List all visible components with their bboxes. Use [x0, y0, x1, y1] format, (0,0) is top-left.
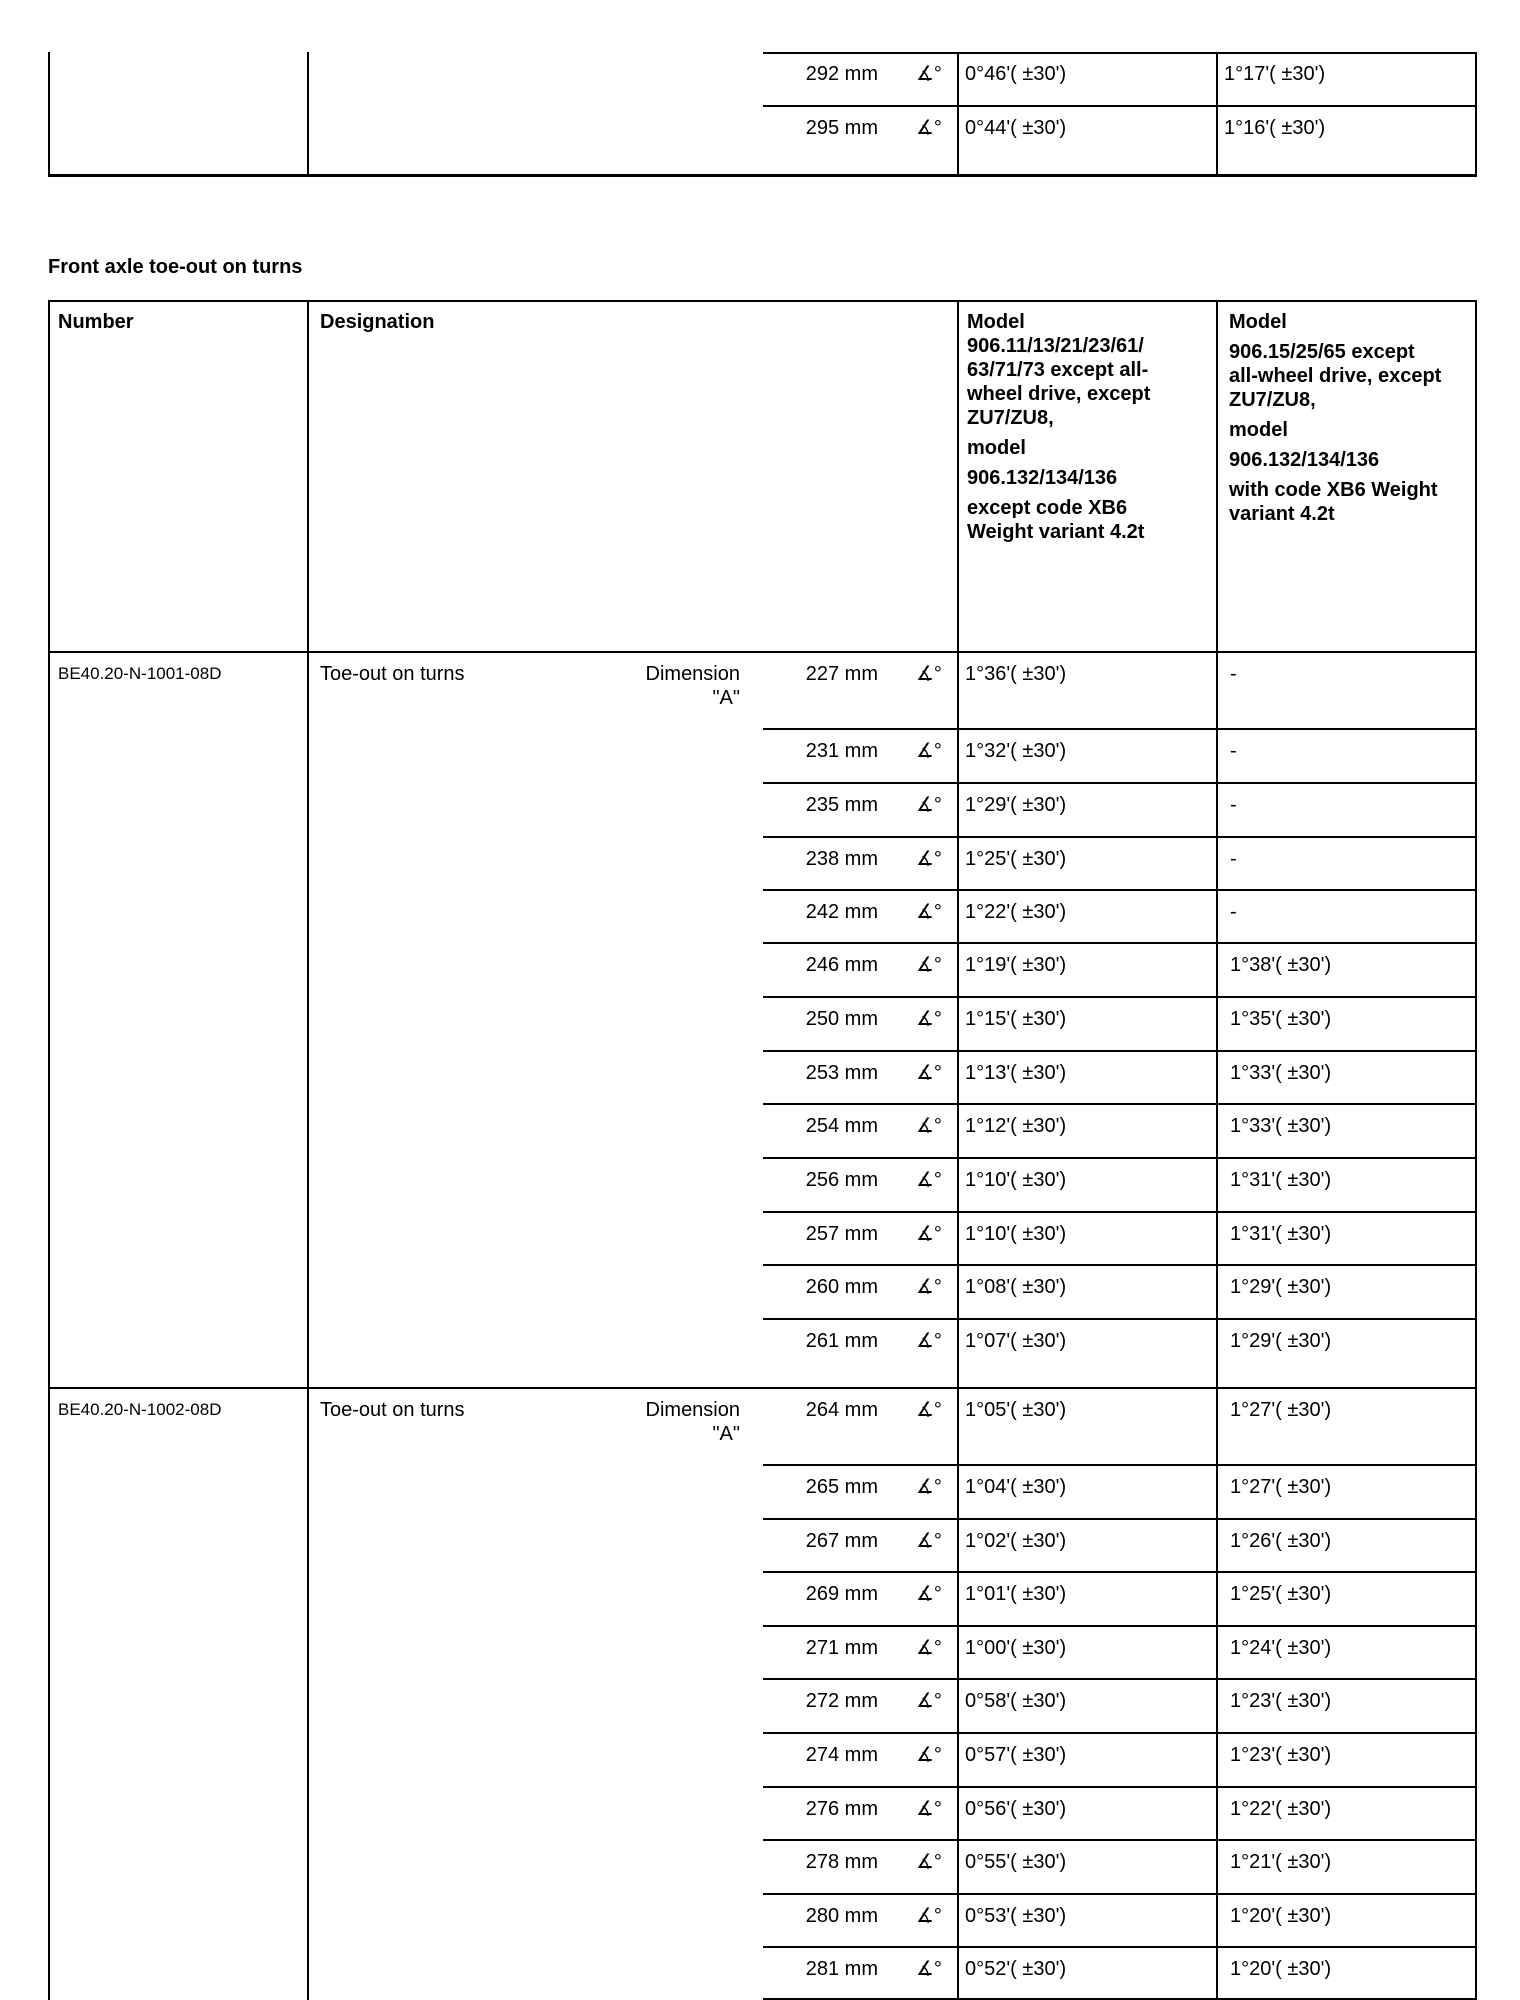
dimension-value: 267 mm: [805, 1530, 878, 1552]
dimension-value: 250 mm: [805, 1008, 878, 1030]
value-col-b: 1°38'( ±30'): [1230, 954, 1332, 976]
dimension-label: Dimension: [645, 1399, 740, 1421]
dimension-letter: "A": [712, 687, 740, 709]
row-rule: [763, 1050, 1477, 1052]
value-col-a: 0°44'( ±30'): [965, 117, 1067, 139]
value-col-a: 1°07'( ±30'): [965, 1330, 1067, 1352]
value-col-a: 0°58'( ±30'): [965, 1690, 1067, 1712]
angle-icon: ∡°: [916, 1276, 942, 1298]
dimension-value: 278 mm: [805, 1851, 878, 1873]
row-rule: [763, 889, 1477, 891]
value-col-a: 0°57'( ±30'): [965, 1744, 1067, 1766]
value-col-b: -: [1230, 740, 1237, 762]
angle-icon: ∡°: [916, 794, 942, 816]
row-rule: [763, 1518, 1477, 1520]
dimension-value: 254 mm: [805, 1115, 878, 1137]
angle-icon: ∡°: [916, 1169, 942, 1191]
value-col-b: 1°17'( ±30'): [1224, 63, 1326, 85]
dimension-value: 235 mm: [805, 794, 878, 816]
row-rule: [763, 1946, 1477, 1948]
value-col-b: 1°26'( ±30'): [1230, 1530, 1332, 1552]
angle-icon: ∡°: [916, 1744, 942, 1766]
angle-icon: ∡°: [916, 954, 942, 976]
angle-icon: ∡°: [916, 1583, 942, 1605]
angle-icon: ∡°: [916, 1223, 942, 1245]
dimension-value: 231 mm: [805, 740, 878, 762]
angle-icon: ∡°: [916, 901, 942, 923]
table-right-border: [1475, 300, 1477, 2000]
value-col-a: 1°01'( ±30'): [965, 1583, 1067, 1605]
row-rule: [763, 728, 1477, 730]
value-col-b: 1°27'( ±30'): [1230, 1476, 1332, 1498]
value-col-a: 1°00'( ±30'): [965, 1637, 1067, 1659]
angle-icon: ∡°: [916, 1958, 942, 1980]
value-col-b: 1°35'( ±30'): [1230, 1008, 1332, 1030]
dimension-value: 256 mm: [805, 1169, 878, 1191]
value-col-b: 1°27'( ±30'): [1230, 1399, 1332, 1421]
row-rule: [763, 1839, 1477, 1841]
top-table-divider: [1216, 52, 1218, 176]
row-rule: [763, 836, 1477, 838]
table-column-divider: [307, 300, 309, 2000]
row-rule: [763, 1571, 1477, 1573]
group-designation: Toe-out on turns: [320, 663, 465, 685]
value-col-a: 1°10'( ±30'): [965, 1223, 1067, 1245]
row-rule: [763, 782, 1477, 784]
value-col-b: 1°33'( ±30'): [1230, 1115, 1332, 1137]
dimension-value: 260 mm: [805, 1276, 878, 1298]
value-col-a: 0°46'( ±30'): [965, 63, 1067, 85]
angle-icon: ∡°: [916, 63, 942, 85]
angle-icon: ∡°: [916, 1637, 942, 1659]
header-model-col-b: Model 906.15/25/65 except all-wheel drive, except ZU7/ZU8, model 906.132/134/136 with code XB6 Weight variant 4.2t: [1229, 311, 1442, 525]
value-col-b: 1°22'( ±30'): [1230, 1798, 1332, 1820]
value-col-b: 1°23'( ±30'): [1230, 1690, 1332, 1712]
dimension-value: 227 mm: [805, 663, 878, 685]
top-table-bottom-border: [48, 174, 1477, 177]
value-col-b: 1°23'( ±30'): [1230, 1744, 1332, 1766]
dimension-value: 272 mm: [805, 1690, 878, 1712]
table-column-divider: [1216, 300, 1218, 2000]
value-col-b: -: [1230, 663, 1237, 685]
group-bottom-border: [48, 1387, 1477, 1389]
angle-icon: ∡°: [916, 740, 942, 762]
value-col-a: 1°22'( ±30'): [965, 901, 1067, 923]
value-col-b: 1°31'( ±30'): [1230, 1169, 1332, 1191]
value-col-b: -: [1230, 848, 1237, 870]
angle-icon: ∡°: [916, 1851, 942, 1873]
header-model-col-a: Model 906.11/13/21/23/61/ 63/71/73 except all- wheel drive, except ZU7/ZU8, model 906.132/134/136 except code XB6 Weight variant 4.2t: [967, 311, 1151, 543]
value-col-a: 1°13'( ±30'): [965, 1062, 1067, 1084]
top-table-left-border: [48, 52, 50, 176]
dimension-value: 261 mm: [805, 1330, 878, 1352]
row-rule: [763, 1464, 1477, 1466]
value-col-b: 1°24'( ±30'): [1230, 1637, 1332, 1659]
value-col-a: 1°10'( ±30'): [965, 1169, 1067, 1191]
angle-icon: ∡°: [916, 1905, 942, 1927]
value-col-b: 1°21'( ±30'): [1230, 1851, 1332, 1873]
value-col-a: 1°19'( ±30'): [965, 954, 1067, 976]
table-top-border: [48, 300, 1477, 302]
value-col-a: 1°02'( ±30'): [965, 1530, 1067, 1552]
value-col-a: 0°53'( ±30'): [965, 1905, 1067, 1927]
value-col-a: 1°29'( ±30'): [965, 794, 1067, 816]
dimension-value: 280 mm: [805, 1905, 878, 1927]
dimension-value: 265 mm: [805, 1476, 878, 1498]
value-col-b: 1°25'( ±30'): [1230, 1583, 1332, 1605]
value-col-a: 1°08'( ±30'): [965, 1276, 1067, 1298]
row-rule: [763, 1211, 1477, 1213]
dimension-value: 238 mm: [805, 848, 878, 870]
angle-icon: ∡°: [916, 1530, 942, 1552]
dimension-value: 281 mm: [805, 1958, 878, 1980]
row-rule: [763, 1678, 1477, 1680]
value-col-a: 1°05'( ±30'): [965, 1399, 1067, 1421]
top-table-rule: [763, 52, 1477, 54]
value-col-b: 1°31'( ±30'): [1230, 1223, 1332, 1245]
row-rule: [763, 1625, 1477, 1627]
angle-icon: ∡°: [916, 117, 942, 139]
value-col-a: 1°25'( ±30'): [965, 848, 1067, 870]
angle-icon: ∡°: [916, 1330, 942, 1352]
angle-icon: ∡°: [916, 848, 942, 870]
row-rule: [763, 1103, 1477, 1105]
top-table-rule: [763, 105, 1477, 107]
value-col-a: 0°52'( ±30'): [965, 1958, 1067, 1980]
angle-icon: ∡°: [916, 1798, 942, 1820]
angle-icon: ∡°: [916, 1115, 942, 1137]
row-rule: [763, 1318, 1477, 1320]
dimension-value: 274 mm: [805, 1744, 878, 1766]
angle-icon: ∡°: [916, 1690, 942, 1712]
angle-icon: ∡°: [916, 1476, 942, 1498]
value-col-b: 1°16'( ±30'): [1224, 117, 1326, 139]
angle-icon: ∡°: [916, 663, 942, 685]
dimension-label: Dimension: [645, 663, 740, 685]
value-col-b: 1°33'( ±30'): [1230, 1062, 1332, 1084]
value-col-b: 1°20'( ±30'): [1230, 1958, 1332, 1980]
angle-icon: ∡°: [916, 1399, 942, 1421]
value-col-a: 1°15'( ±30'): [965, 1008, 1067, 1030]
dimension-value: 253 mm: [805, 1062, 878, 1084]
value-col-b: 1°29'( ±30'): [1230, 1330, 1332, 1352]
value-col-b: -: [1230, 794, 1237, 816]
value-col-a: 0°56'( ±30'): [965, 1798, 1067, 1820]
dimension-value: 271 mm: [805, 1637, 878, 1659]
group-designation: Toe-out on turns: [320, 1399, 465, 1421]
header-number: Number: [58, 311, 134, 333]
row-rule: [763, 1786, 1477, 1788]
top-table-divider: [957, 52, 959, 176]
value-col-b: -: [1230, 901, 1237, 923]
top-table-divider: [307, 52, 309, 176]
value-col-a: 1°12'( ±30'): [965, 1115, 1067, 1137]
table-left-border: [48, 300, 50, 2000]
dimension-value: 242 mm: [805, 901, 878, 923]
row-rule: [763, 1732, 1477, 1734]
top-table-right-border: [1475, 52, 1477, 176]
dimension-value: 276 mm: [805, 1798, 878, 1820]
row-rule: [763, 942, 1477, 944]
dimension-value: 246 mm: [805, 954, 878, 976]
row-rule: [763, 1893, 1477, 1895]
dimension-value: 257 mm: [805, 1223, 878, 1245]
angle-icon: ∡°: [916, 1062, 942, 1084]
dimension-value: 295 mm: [805, 117, 878, 139]
value-col-a: 1°04'( ±30'): [965, 1476, 1067, 1498]
angle-icon: ∡°: [916, 1008, 942, 1030]
value-col-a: 0°55'( ±30'): [965, 1851, 1067, 1873]
row-rule: [763, 996, 1477, 998]
group-number: BE40.20-N-1002-08D: [58, 1400, 222, 1419]
row-rule: [763, 1157, 1477, 1159]
value-col-a: 1°32'( ±30'): [965, 740, 1067, 762]
header-designation: Designation: [320, 311, 435, 333]
value-col-a: 1°36'( ±30'): [965, 663, 1067, 685]
section-title: Front axle toe-out on turns: [48, 256, 303, 278]
table-column-divider: [957, 300, 959, 2000]
value-col-b: 1°20'( ±30'): [1230, 1905, 1332, 1927]
dimension-value: 292 mm: [805, 63, 878, 85]
dimension-letter: "A": [712, 1423, 740, 1445]
group-number: BE40.20-N-1001-08D: [58, 664, 222, 683]
header-bottom-border: [48, 651, 1477, 653]
row-rule: [763, 1264, 1477, 1266]
dimension-value: 269 mm: [805, 1583, 878, 1605]
value-col-b: 1°29'( ±30'): [1230, 1276, 1332, 1298]
dimension-value: 264 mm: [805, 1399, 878, 1421]
